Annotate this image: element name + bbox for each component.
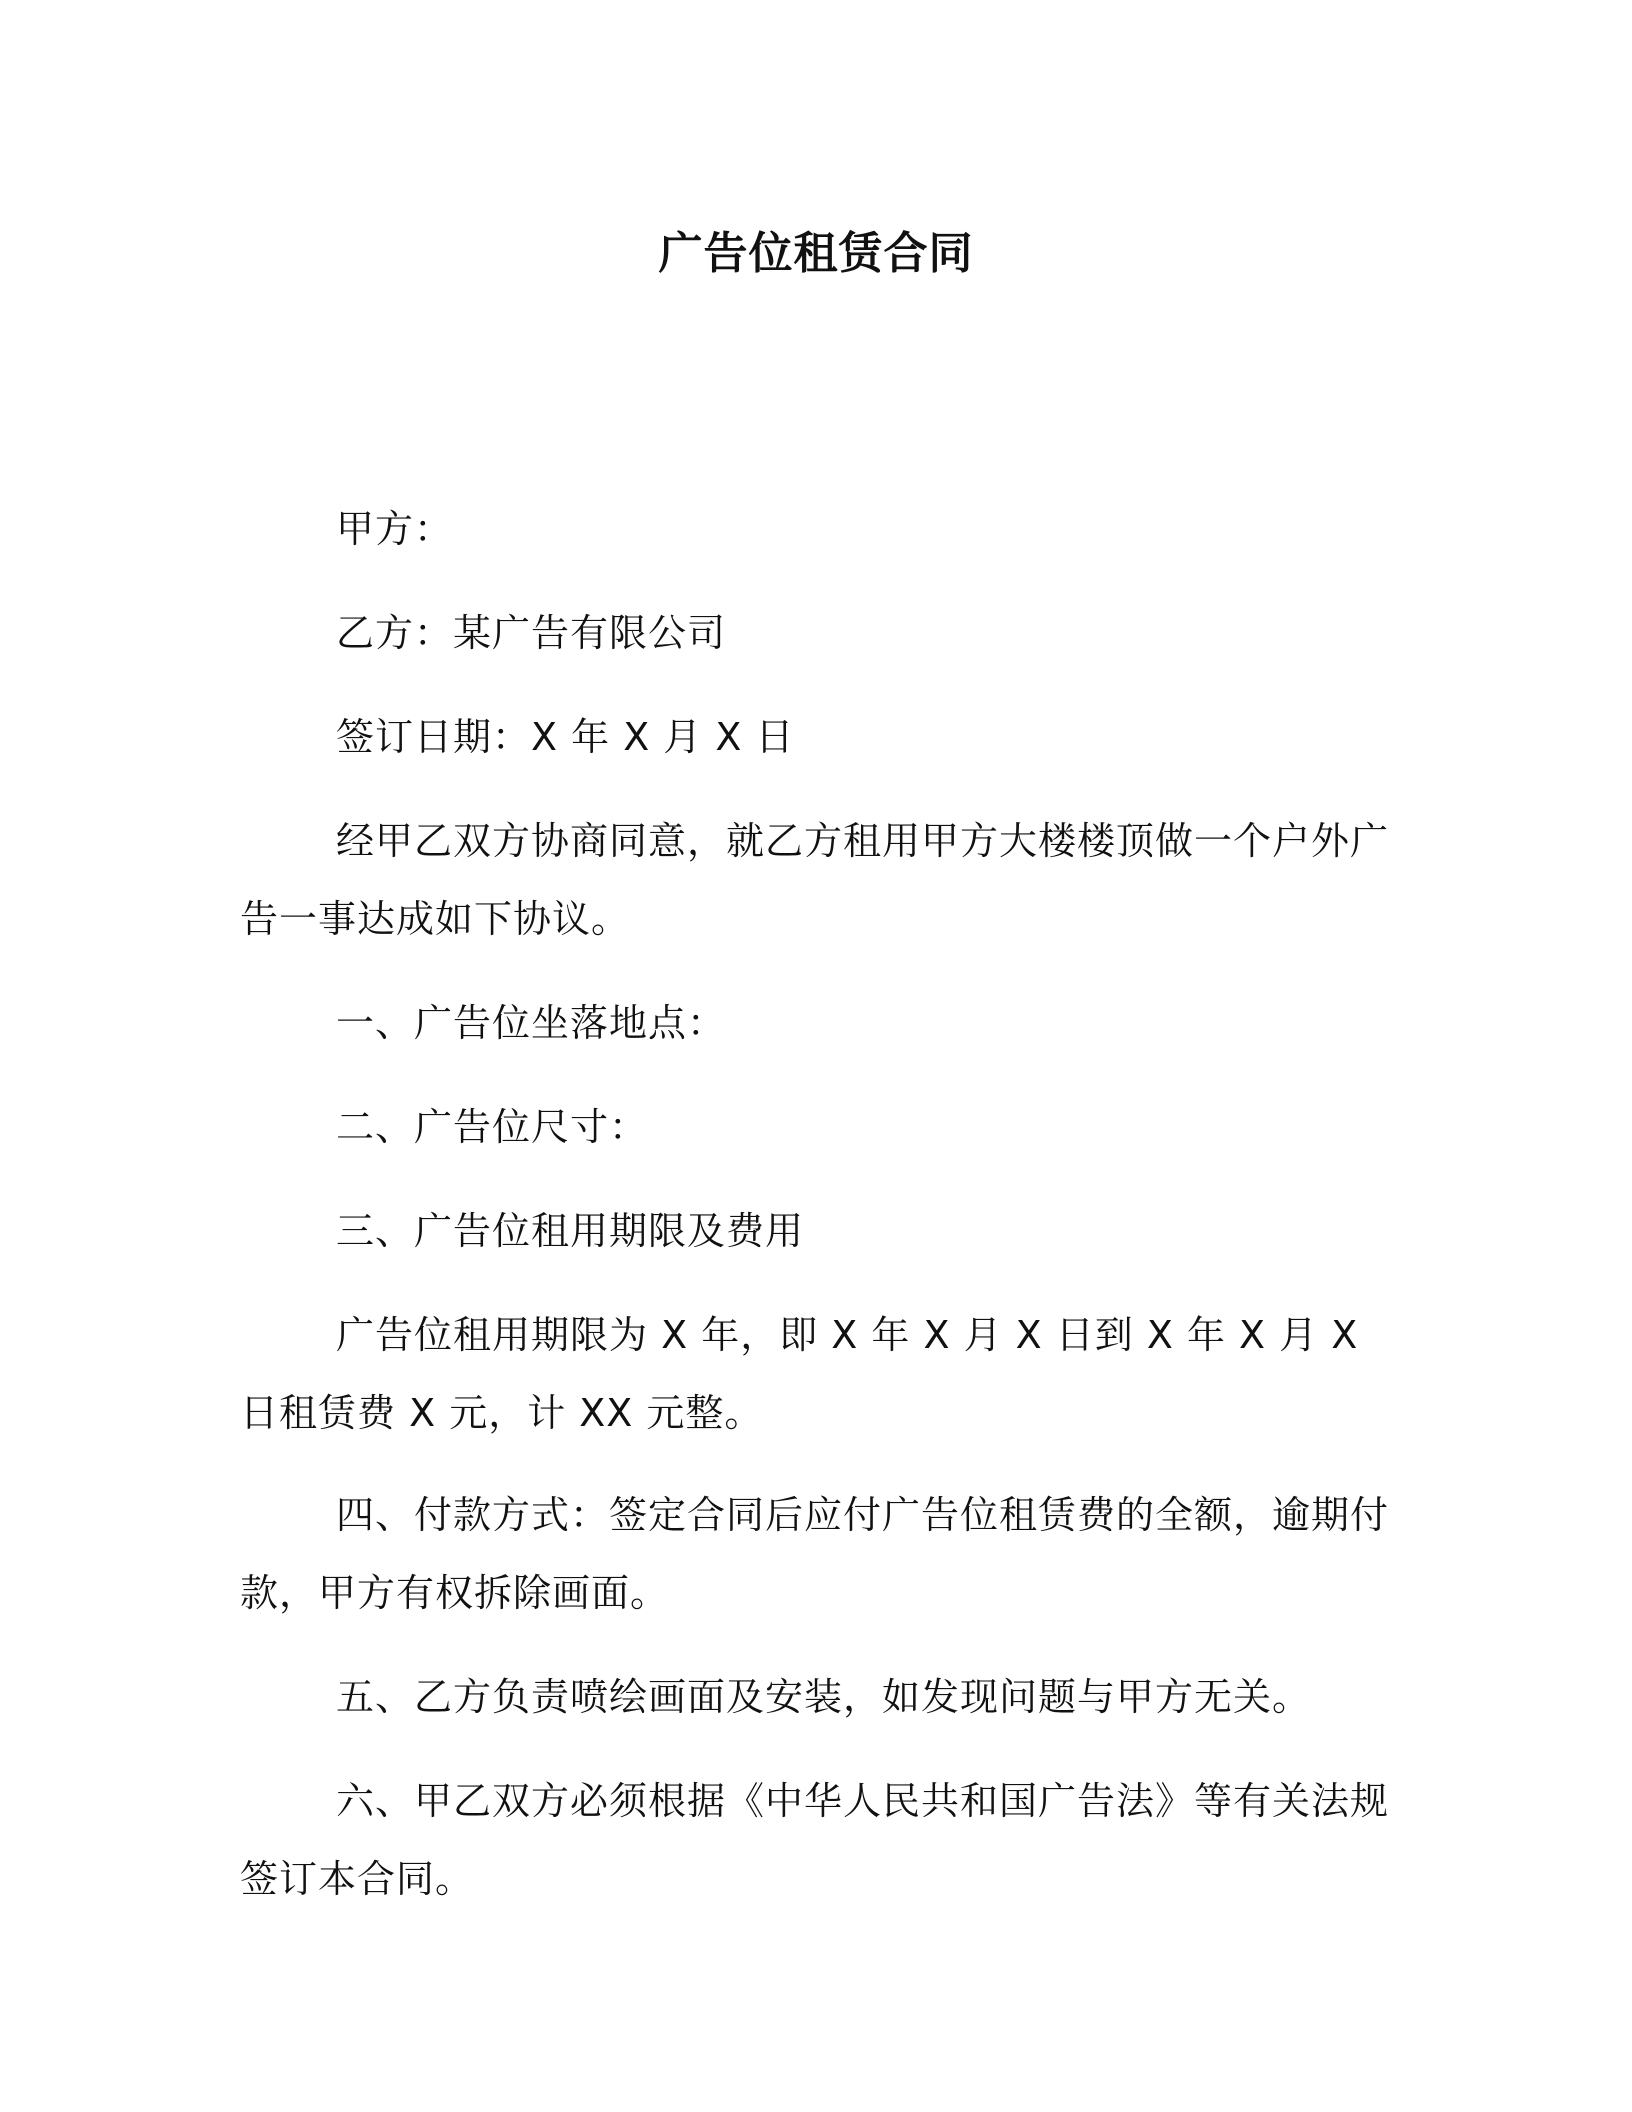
clause-installation: 五、乙方负责喷绘画面及安装，如发现问题与甲方无关。 bbox=[336, 1675, 1312, 1719]
clause-legal-basis: 六、甲乙双方必须根据《中华人民共和国广告法》等有关法规签订本合同。 bbox=[240, 1779, 1390, 1901]
clause-term-heading: 三、广告位租用期限及费用 bbox=[336, 1209, 805, 1253]
clause-location: 一、广告位坐落地点： bbox=[336, 1001, 727, 1045]
sign-date-line: 签订日期：X 年 X 月 X 日 bbox=[336, 715, 795, 759]
clause-payment: 四、付款方式：签定合同后应付广告位租赁费的全额，逾期付款，甲方有权拆除画面。 bbox=[240, 1493, 1390, 1615]
clause-term-body: 广告位租用期限为 X 年，即 X 年 X 月 X 日到 X 年 X 月 X 日租赁费 X 元，计 XX 元整。 bbox=[240, 1313, 1359, 1435]
party-a-line: 甲方： bbox=[336, 507, 454, 551]
clause-size: 二、广告位尺寸： bbox=[336, 1105, 649, 1149]
intro-paragraph: 经甲乙双方协商同意，就乙方租用甲方大楼楼顶做一个户外广告一事达成如下协议。 bbox=[240, 819, 1390, 941]
document-title: 广告位租赁合同 bbox=[658, 228, 974, 279]
party-b-line: 乙方：某广告有限公司 bbox=[336, 611, 727, 655]
